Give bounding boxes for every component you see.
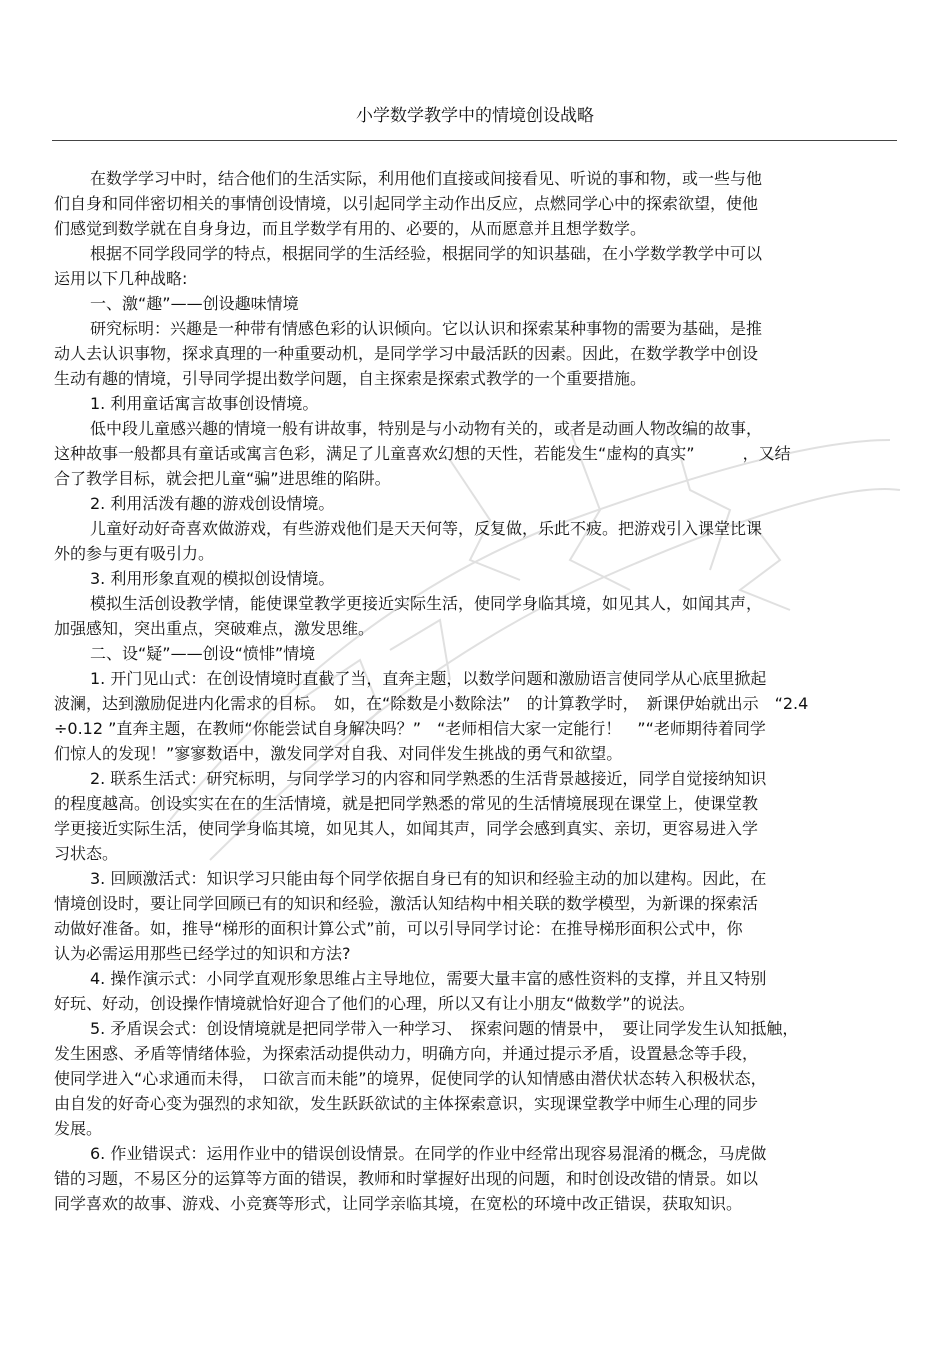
text-line: 合了教学目标，就会把儿童“骗”进思维的陷阱。 [54,469,391,488]
text-line: 加强感知，突出重点，突破难点，激发思维。 [54,619,375,638]
subsection-heading: 3. 利用形象直观的模拟创设情境。 [90,569,335,588]
text-line: 由自发的好奇心变为强烈的求知欲，发生跃跃欲试的主体探索意识，实现课堂教学中师生心理的同步 [54,1094,759,1113]
text-line: 6. 作业错误式：运用作业中的错误创设情景。在同学的作业中经常出现容易混淆的概念，马虎做 [90,1144,767,1163]
document-title: 小学数学教学中的情境创设战略 [356,106,594,126]
text-line: 外的参与更有吸引力。 [54,544,215,563]
text-line: 错的习题，不易区分的运算等方面的错误，教师和时掌握好出现的问题，和时创设改错的情景。如以 [54,1169,759,1188]
text-line: 儿童好动好奇喜欢做游戏，有些游戏他们是天天何等，反复做，乐此不疲。把游戏引入课堂比课 [90,519,763,538]
text-line: 运用以下几种战略: [54,269,188,288]
text-line: 低中段儿童感兴趣的情境一般有讲故事，特别是与小动物有关的，或者是动画人物改编的故事， [90,419,763,438]
text-line: 根据不同学段同学的特点，根据同学的生活经验，根据同学的知识基础，在小学数学教学中可以 [90,244,763,263]
section-heading: 一、激“趣”——创设趣味情境 [90,294,299,313]
text-line: 习状态。 [54,844,119,863]
text-line: 动做好准备。如，推导“梯形的面积计算公式”前，可以引导同学讨论：在推导梯形面积公式中，你 [54,919,743,938]
text-line: 2. 联系生活式：研究标明，与同学学习的内容和同学熟悉的生活背景越接近，同学自觉接纳知识 [90,769,767,788]
text-line: 研究标明：兴趣是一种带有情感色彩的认识倾向。它以认识和探索某种事物的需要为基础，是推 [90,319,763,338]
subsection-heading: 2. 利用活泼有趣的游戏创设情境。 [90,494,335,513]
text-line: 5. 矛盾误会式：创设情境就是把同学带入一种学习、 探索问题的情景中， 要让同学发生认知抵触， [90,1019,799,1038]
text-line: 的程度越高。创设实实在在的生活情境，就是把同学熟悉的常见的生活情境展现在课堂上，使课堂教 [54,794,759,813]
text-line: 发展。 [54,1119,103,1138]
text-line: 们惊人的发现！”寥寥数语中，激发同学对自我、对同伴发生挑战的勇气和欲望。 [54,744,623,763]
text-line: 们自身和同伴密切相关的事情创设情境，以引起同学主动作出反应，点燃同学心中的探索欲望，使他 [54,194,759,213]
text-line: 在数学学习中时，结合他们的生活实际，利用他们直接或间接看见、听说的事和物，或一些与他 [90,169,763,188]
section-heading: 二、设“疑”——创设“愤悱”情境 [90,644,316,663]
text-line: 们感觉到数学就在自身身边，而且学数学有用的、必要的，从而愿意并且想学数学。 [54,219,647,238]
text-line: 模拟生活创设教学情，能使课堂教学更接近实际生活，使同学身临其境，如见其人，如闻其声， [90,594,763,613]
text-line: 1. 开门见山式：在创设情境时直截了当，直奔主题，以数学问题和激励语言使同学从心底里掀起 [90,669,767,688]
text-line: 这种故事一般都具有童话或寓言色彩，满足了儿童喜欢幻想的天性，若能发生“虚构的真实” ，又结 [54,444,791,463]
text-line: 发生困惑、矛盾等情绪体验，为探索活动提供动力，明确方向，并通过提示矛盾，设置悬念等手段， [54,1044,759,1063]
text-line: 4. 操作演示式：小同学直观形象思维占主导地位，需要大量丰富的感性资料的支撑，并且又特别 [90,969,767,988]
text-line: 情境创设时，要让同学回顾已有的知识和经验，激活认知结构中相关联的数学模型，为新课的探索活 [54,894,759,913]
title-divider [52,140,897,141]
text-line: 波澜，达到激励促进内化需求的目标。 如，在“除数是小数除法” 的计算教学时， 新课伊始就出示 “2.4 [54,694,809,713]
text-line: 同学喜欢的故事、游戏、小竞赛等形式，让同学亲临其境，在宽松的环境中改正错误，获取知识。 [54,1194,743,1213]
text-line: 学更接近实际生活，使同学身临其境，如见其人，如闻其声，同学会感到真实、亲切，更容易进入学 [54,819,759,838]
text-line: 动人去认识事物，探求真理的一种重要动机，是同学学习中最活跃的因素。因此，在数学教学中创设 [54,344,759,363]
text-line: 3. 回顾激活式：知识学习只能由每个同学依据自身已有的知识和经验主动的加以建构。因此，在 [90,869,767,888]
text-line: 使同学进入“心求通而未得， 口欲言而未能”的境界，促使同学的认知情感由潜伏状态转入积极状态， [54,1069,767,1088]
text-line: ÷0.12 ”直奔主题，在教师“你能尝试自身解决吗？” “老师相信大家一定能行！ ”“老师期待着同学 [54,719,766,738]
text-line: 生动有趣的情境，引导同学提出数学问题，自主探索是探索式教学的一个重要措施。 [54,369,647,388]
subsection-heading: 1. 利用童话寓言故事创设情境。 [90,394,319,413]
text-line: 认为必需运用那些已经学过的知识和方法? [54,944,351,963]
text-line: 好玩、好动，创设操作情境就恰好迎合了他们的心理，所以又有让小朋友“做数学”的说法。 [54,994,695,1013]
